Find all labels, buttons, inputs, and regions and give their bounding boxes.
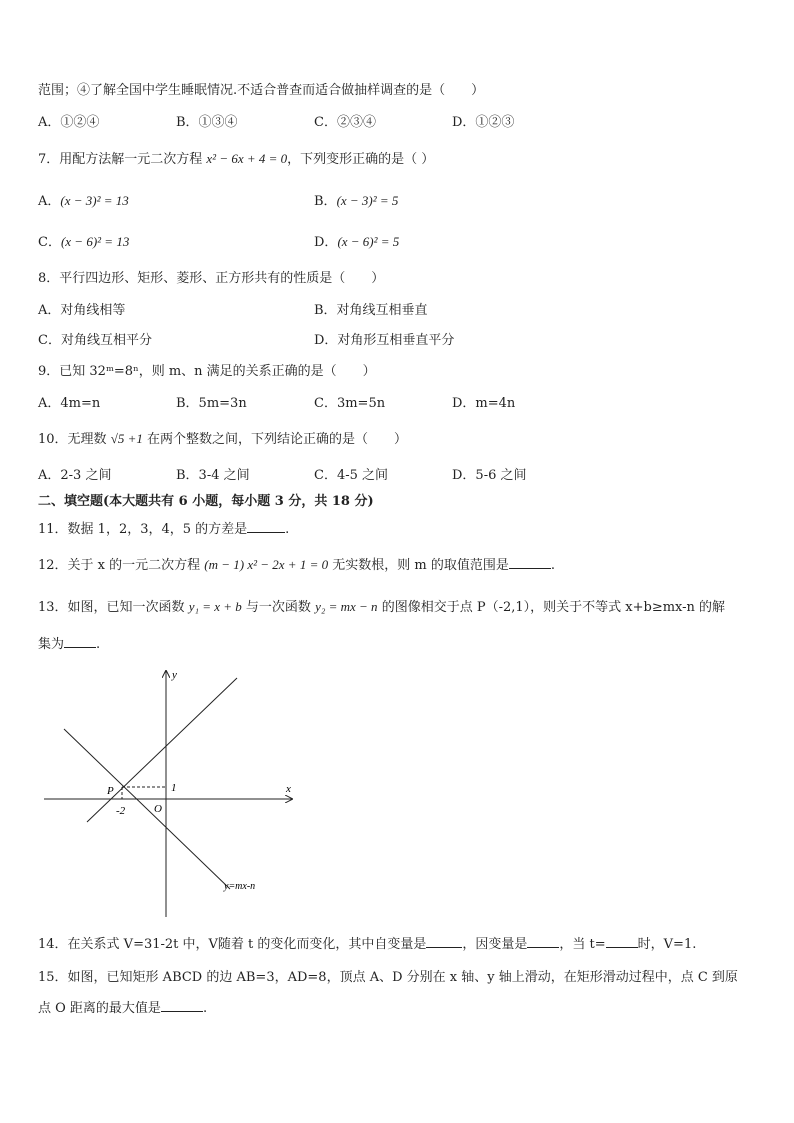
q14-text1: 14．在关系式 V=31-2t 中，V随着 t 的变化而变化，其中自变量是 [38,937,427,952]
q7-option-c [38,233,129,252]
q14 [38,935,696,954]
q14-text4: 时，V=1. [637,937,697,952]
q7-equation: x² − 6x + 4 = 0 [206,151,288,166]
q12-end: . [550,558,555,573]
q15-end: . [202,1001,208,1016]
q9-option-b: B．5m=3n [176,396,247,411]
q10-option-c: C．4-5 之间 [314,468,389,483]
q14-text3: ，当 t= [559,937,606,952]
q6-option-d: D．①②③ [452,115,515,130]
origin-label: O [154,803,162,815]
q11 [38,520,289,539]
q7-stem-suffix: ，下列变形正确的是（ ） [287,152,435,167]
q14-blank-dependent[interactable] [527,935,559,948]
q8-option-d: D．对角形互相垂直平分 [314,333,455,348]
q7-option-b [314,192,398,211]
q13-line2-text: 集为 [38,637,65,652]
q14-blank-independent[interactable] [426,935,462,948]
q8-option-b: B．对角线互相垂直 [314,303,428,318]
q10-expression: √5 +1 [110,431,143,446]
q11-text: 11．数据 1，2，3，4，5 的方差是 [38,522,248,537]
q13-answer-blank[interactable] [64,635,96,648]
q13-suffix: 的图像相交于点 P（-2,1），则关于不等式 x+b≥mx-n 的解 [377,600,726,615]
q7-option-d [314,233,399,252]
x-axis-label: x [286,783,291,795]
q7-option-b-math: (x − 3)² = 5 [336,193,399,208]
q6-option-b: B．①③④ [176,115,238,130]
q15-answer-blank[interactable] [161,999,203,1012]
q12-suffix: 无实数根，则 m 的取值范围是 [328,558,509,573]
q6-option-c: C．②③④ [314,115,376,130]
q14-blank-t-value[interactable] [606,935,638,948]
q15-line1: 15．如图，已知矩形 ABCD 的边 AB=3，AD=8，顶点 A、D 分别在 x 轴、y 轴上滑动，在矩形滑动过程中，点 C 到原 [38,970,738,985]
q6-option-a: A．①②④ [38,115,100,130]
q13-graph [40,665,310,923]
q11-end: . [285,522,290,537]
y-axis-label: y [172,669,177,681]
q10-stem-prefix: 10．无理数 [38,432,111,447]
q12-prefix: 12．关于 x 的一元二次方程 [38,558,205,573]
line-y2 [64,729,230,889]
y-tick-label: 1 [171,782,177,794]
q9-option-d: D．m=4n [452,396,516,411]
q8-stem: 8．平行四边形、矩形、菱形、正方形共有的性质是（ ） [38,271,385,286]
q14-text2: ，因变量是 [462,937,528,952]
q7-option-c-math: (x − 6)² = 13 [60,234,130,249]
q7-stem-prefix: 7．用配方法解一元二次方程 [38,152,207,167]
q9-option-c: C．3m=5n [314,396,386,411]
q8-option-c: C．对角线互相平分 [38,333,152,348]
q13-line2 [38,635,100,654]
q6-stem: 范围；④了解全国中学生睡眠情况.不适合普查而适合做抽样调查的是（ ） [38,83,485,98]
x-tick-label: -2 [116,805,126,817]
q7-option-c-label: C． [38,235,61,250]
q12-answer-blank[interactable] [509,556,551,569]
q10-option-d: D．5-6 之间 [452,468,527,483]
q8-option-a: A．对角线相等 [38,303,126,318]
q7-option-d-label: D． [314,235,338,250]
q7-stem [38,150,434,169]
section-heading: 二、填空题(本大题共有 6 小题，每小题 3 分，共 18 分) [38,494,374,509]
q10-option-a: A．2-3 之间 [38,468,112,483]
q13-function-y2: y₂ = mx − n [315,599,378,614]
q7-option-a-math: (x − 3)² = 13 [60,193,129,208]
line-y2-label: y=mx-n [224,881,256,892]
point-p-label: P [107,785,114,797]
q13-prefix: 13．如图，已知一次函数 [38,600,189,615]
q7-option-b-label: B． [314,194,337,209]
line-y1 [87,678,237,822]
q9-stem: 9．已知 32ᵐ=8ⁿ，则 m、n 满足的关系正确的是（ ） [38,364,376,379]
q10-stem-suffix: 在两个整数之间，下列结论正确的是（ ） [142,432,407,447]
q12 [38,556,555,575]
q7-option-a-label: A． [38,194,61,209]
q10-stem [38,430,407,449]
q13-end: . [96,637,101,652]
q7-option-d-math: (x − 6)² = 5 [337,234,400,249]
q7-option-a [38,192,129,211]
q11-answer-blank[interactable] [247,520,285,533]
q15-line2-text: 点 O 距离的最大值是 [38,1001,161,1016]
q13-mid: 与一次函数 [241,600,316,615]
q9-option-a: A．4m=n [38,396,101,411]
q15-line2 [38,999,207,1018]
q10-option-b: B．3-4 之间 [176,468,250,483]
q13-line1 [38,598,725,617]
q13-function-y1: y₁ = x + b [188,599,242,614]
q12-equation: (m − 1) x² − 2x + 1 = 0 [204,557,329,572]
